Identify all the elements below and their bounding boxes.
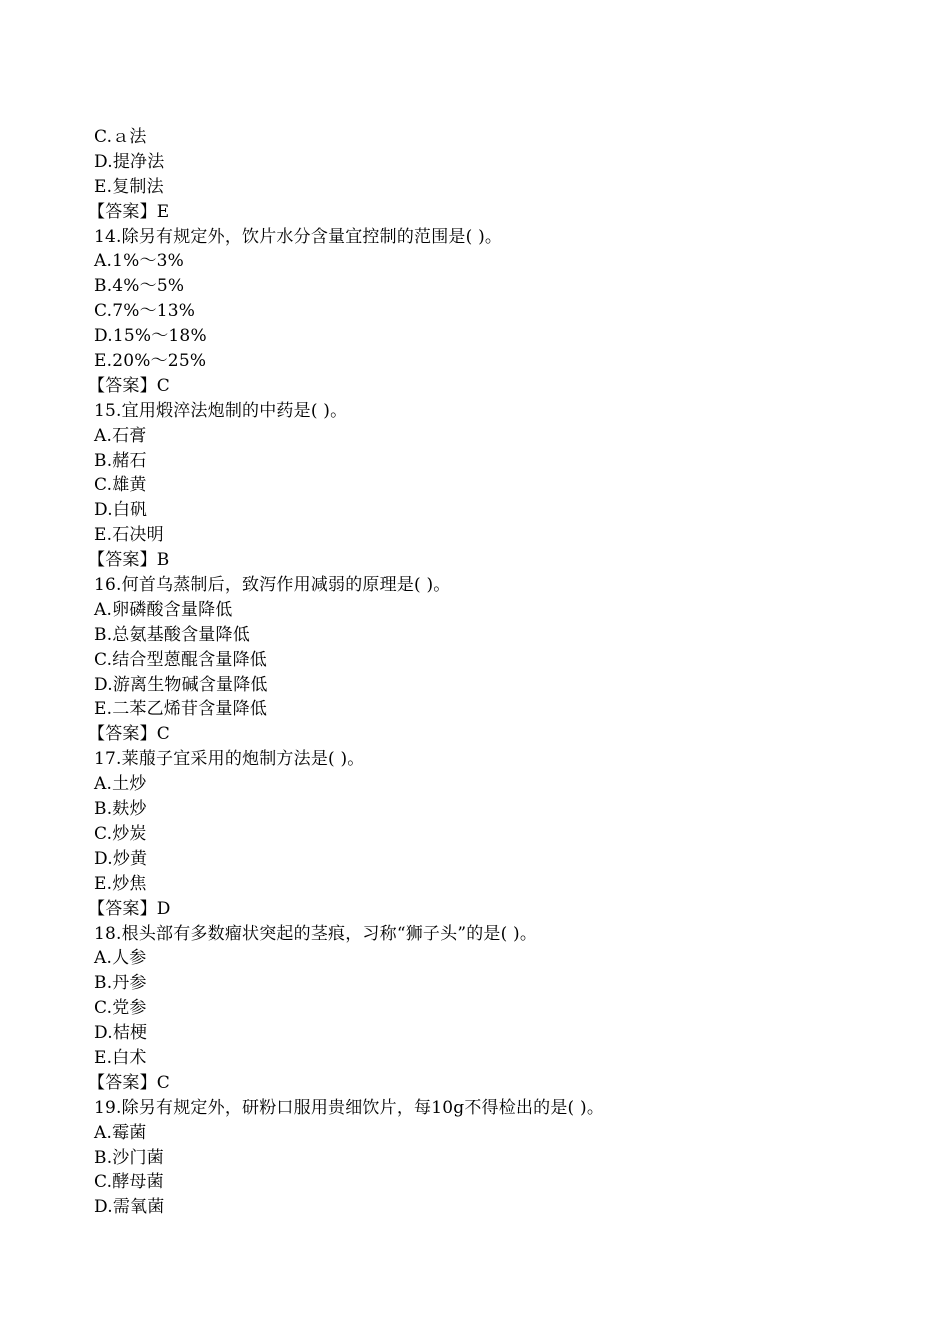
option-e: E.炒焦	[94, 873, 147, 894]
option-b: B.赭石	[94, 450, 147, 471]
option-b: B.麸炒	[94, 799, 147, 820]
option-a: A.卵磷酸含量降低	[94, 599, 233, 620]
option-c: C.7%～13%	[94, 301, 196, 322]
option-e: E.石决明	[94, 525, 164, 546]
option-a: A.霉菌	[94, 1122, 147, 1143]
option-d: D.提净法	[94, 151, 165, 172]
answer-line: 【答案】B	[88, 550, 170, 571]
option-a: A.土炒	[94, 774, 147, 795]
option-e: E.二苯乙烯苷含量降低	[94, 699, 268, 720]
option-c: C.炒炭	[94, 823, 147, 844]
option-c: C.雄黄	[94, 475, 147, 496]
question-stem: 16.何首乌蒸制后，致泻作用减弱的原理是( )。	[94, 575, 451, 596]
option-d: D.桔梗	[94, 1023, 148, 1044]
option-b: B.4%～5%	[94, 276, 185, 297]
option-d: D.15%～18%	[94, 326, 207, 347]
option-c: C.结合型蒽醌含量降低	[94, 649, 268, 670]
option-e: E.白术	[94, 1047, 147, 1068]
question-stem: 14.除另有规定外，饮片水分含量宜控制的范围是( )。	[94, 226, 503, 247]
option-a: A.1%～3%	[94, 251, 185, 272]
option-c: C.ａ法	[94, 127, 147, 147]
question-stem: 19.除另有规定外，研粉口服用贵细饮片，每10g不得检出的是( )。	[94, 1097, 605, 1118]
answer-line: 【答案】D	[88, 898, 171, 919]
answer-line: 【答案】C	[88, 724, 171, 745]
question-list	[88, 125, 894, 1220]
option-d: D.需氧菌	[94, 1197, 165, 1218]
option-b: B.总氨基酸含量降低	[94, 624, 250, 645]
option-e: E.复制法	[94, 176, 164, 197]
question-stem: 18.根头部有多数瘤状突起的茎痕，习称“狮子头”的是( )。	[94, 923, 538, 944]
option-b: B.沙门菌	[94, 1147, 164, 1168]
option-c: C.党参	[94, 998, 147, 1019]
option-b: B.丹参	[94, 973, 147, 994]
option-a: A.人参	[94, 948, 147, 969]
answer-line: 【答案】C	[88, 1072, 171, 1093]
option-d: D.白矾	[94, 500, 148, 521]
option-c: C.酵母菌	[94, 1172, 164, 1193]
answer-line: 【答案】E	[88, 201, 170, 222]
option-a: A.石膏	[94, 425, 147, 446]
answer-line: 【答案】C	[88, 375, 171, 396]
option-d: D.游离生物碱含量降低	[94, 674, 268, 695]
question-stem: 15.宜用煅淬法炮制的中药是( )。	[94, 400, 348, 421]
option-e: E.20%～25%	[94, 351, 207, 372]
option-d: D.炒黄	[94, 848, 148, 869]
question-stem: 17.莱菔子宜采用的炮制方法是( )。	[94, 749, 365, 770]
